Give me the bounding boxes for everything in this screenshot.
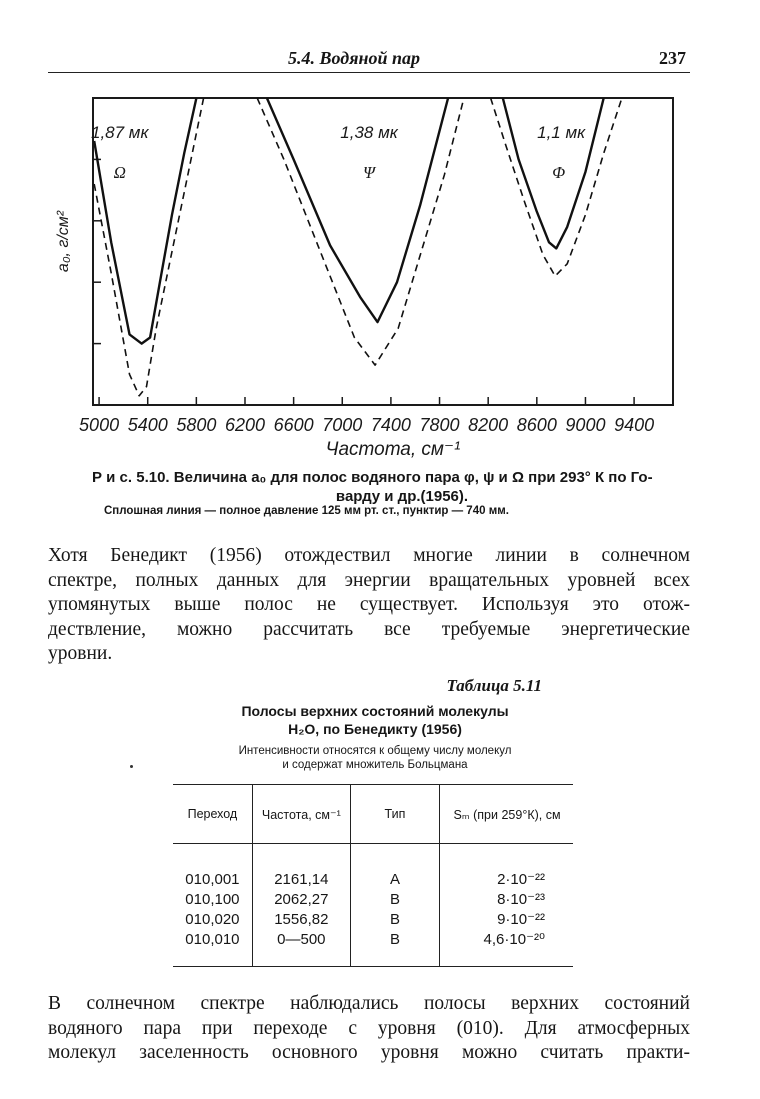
table-cell: 2062,27 (252, 890, 350, 910)
table-cell: 4,6·10⁻²⁰ (440, 930, 573, 967)
absorption-chart (40, 80, 680, 460)
table-header-row (173, 785, 573, 844)
table-header-cell: Частота, см⁻¹ (252, 785, 350, 844)
table-note-line: и содержат множитель Больцмана (282, 759, 468, 771)
table-cell: 010,020 (173, 910, 252, 930)
table-title (160, 702, 590, 738)
text-line: водяного пара при переходе с уровня (010). Для атмосферных (48, 1017, 690, 1039)
band-wavelength-label: 1,1 мк (537, 122, 586, 142)
table-row (173, 910, 573, 930)
table-note-line: Интенсивности относятся к общему числу молекул (238, 745, 512, 757)
text-line: В солнечном спектре наблюдались полосы верхних состояний (48, 993, 690, 1014)
table-row (173, 930, 573, 967)
text-line: упомянутых выше полос не существует. Используя это отож- (48, 594, 690, 615)
table-row (173, 844, 573, 891)
x-tick-label: 5000 (79, 415, 120, 435)
band-wavelength-label: 1,87 мк (91, 122, 149, 142)
table-cell: 0—500 (252, 930, 350, 967)
figure-caption-line1: Р и с. 5.10. Величина a₀ для полос водяного пара φ, ψ и Ω при 293° К по Го- (92, 469, 653, 486)
transitions-table (173, 784, 573, 967)
band-symbol-label: Ψ (363, 162, 375, 182)
figure-caption-note: Сплошная линия — полное давление 125 мм рт. ст., пунктир — 740 мм. (104, 505, 509, 517)
print-speck (130, 765, 133, 768)
text-line: молекул заселенность основного уровня можно считать практи- (48, 1042, 690, 1063)
text-line: уровни. (48, 643, 113, 664)
x-tick-label: 7400 (370, 415, 411, 435)
text-line: дествление, можно рассчитать все требуемые энергетические (48, 618, 690, 640)
table-header-cell: Тип (350, 785, 439, 844)
paragraph-2 (48, 992, 690, 1066)
text-line: Хотя Бенедикт (1956) отождествил многие линии в солнечном (48, 545, 690, 566)
table-cell: B (350, 910, 439, 930)
band-symbol-label: Φ (552, 162, 566, 182)
table-header-cell: Переход (173, 785, 252, 844)
table-cell: 9·10⁻²² (497, 911, 545, 928)
table-header-cell: Sₘ (при 259°К), см (440, 785, 573, 844)
x-tick-label: 5400 (127, 415, 168, 435)
x-tick-label: 9400 (614, 415, 655, 435)
figure-caption (92, 468, 672, 506)
section-title: 5.4. Водяной пар (288, 48, 420, 68)
band-wavelength-label: 1,38 мк (340, 122, 398, 142)
table-title-line: Полосы верхних состояний молекулы (241, 703, 509, 719)
table-cell: 8·10⁻²³ (497, 891, 545, 908)
table-cell: 010,010 (173, 930, 252, 967)
x-axis-label: Частота, см⁻¹ (325, 439, 461, 460)
y-axis-label: a₀, г/см² (55, 210, 72, 273)
table-cell: B (350, 890, 439, 910)
table-label: Таблица 5.11 (446, 676, 542, 695)
table-cell: 2·10⁻²² (497, 871, 545, 888)
figure-caption-line2: варду и др.(1956). (335, 488, 469, 505)
x-tick-label: 8200 (468, 415, 509, 435)
table-note (160, 744, 590, 772)
x-tick-label: 6200 (224, 415, 266, 435)
table-cell: B (350, 930, 439, 967)
text-line: спектре, полных данных для энергии вращательных уровней всех (48, 569, 690, 591)
plot-frame (93, 98, 673, 405)
band-symbol-label: Ω (113, 162, 126, 182)
page-number: 237 (659, 48, 686, 68)
table-cell: A (350, 844, 439, 891)
table-cell: 010,001 (173, 844, 252, 891)
table-cell: 2161,14 (252, 844, 350, 891)
running-header (48, 46, 690, 73)
x-tick-label: 7000 (322, 415, 363, 435)
table-cell: 010,100 (173, 890, 252, 910)
x-tick-label: 5800 (176, 415, 217, 435)
paragraph-1 (48, 544, 690, 667)
x-tick-label: 8600 (516, 415, 557, 435)
x-tick-label: 9000 (565, 415, 606, 435)
table-cell: 1556,82 (252, 910, 350, 930)
table-title-line: H₂O, по Бенедикту (1956) (288, 721, 462, 737)
x-tick-label: 7800 (419, 415, 460, 435)
table-row (173, 890, 573, 910)
x-tick-label: 6600 (273, 415, 314, 435)
